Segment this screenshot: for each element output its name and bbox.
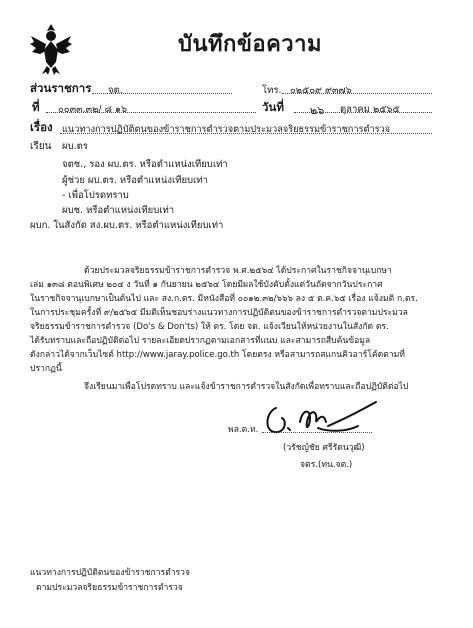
body-line: ปรากฏนี้ <box>30 364 62 374</box>
recipient-item: จตช., รอง ผบ.ตร. หรือตำแหน่งเทียบเท่า <box>62 159 228 170</box>
recipient-item: ผบก. ในสังกัด สง.ผบ.ตร. หรือตำแหน่งเทียบเท่า <box>30 220 224 231</box>
subject-label: เรื่อง <box>30 120 53 134</box>
phone-value: ๐๒๕๐๙ ๙๓๗๖ <box>290 85 352 96</box>
body-line: ในการประชุมครั้งที่ ๙/๒๕๖๕ มีมติเห็นชอบร่างแนวทางการปฏิบัติตนของข้าราชการตำรวจตามประมวล <box>30 308 408 318</box>
body-line: ด้วยประมวลจริยธรรมข้าราชการตำรวจ พ.ศ.๒๕๖๔ ได้ประกาศในราชกิจจานุเบกษา <box>84 266 392 276</box>
signer-rank: พล.ต.ท. <box>228 425 259 435</box>
to-label: เรียน <box>30 141 52 152</box>
recipient-item: ผู้ช่วย ผบ.ตร. หรือตำแหน่งเทียบเท่า <box>62 175 208 186</box>
signer-name: (วรัชญ์ชัย ศรีรัตนวุฒิ) <box>283 443 365 453</box>
date-rest: ตุลาคม ๒๕๖๕ <box>340 104 400 115</box>
body-line: ดังกล่าวได้จากเว็บไซต์ http://www.jaray.police.go.th โดยตรง หรือสามารถสแกนคิวอาร์โค้ดตามที่ <box>30 350 405 360</box>
body-line: ในราชกิจจานุเบกษาเป็นต้นไป และ สง.ก.ตร. มีหนังสือที่ ๐๐๑๒.๓๒/๖๖๖ ลง ๕ ต.ค.๖๕ เรื่อง แจ้งมติ ก.ตร. <box>30 294 418 304</box>
memo-title: บันทึกข้อความ <box>178 32 323 57</box>
footer-line: แนวทางการปฏิบัติตนของข้าราชการตำรวจ <box>30 568 191 578</box>
agency-label: ส่วนราชการ <box>30 81 92 95</box>
signer-position: จตร.(ทน.จต.) <box>300 460 353 470</box>
recipient-item: ผบช. หรือตำแหน่งเทียบเท่า <box>62 205 175 216</box>
footer-line: ตามประมวลจริยธรรมข้าราชการตำรวจ <box>36 583 183 593</box>
body-line: ได้รับทราบและถือปฏิบัติต่อไป รายละเอียดปรากฏตามเอกสารที่แนบ และสามารถสืบค้นข้อมูล <box>30 336 371 346</box>
recipient-item: - เพื่อโปรดทราบ <box>62 190 129 201</box>
date-day: ๒๖ <box>310 104 325 117</box>
closing-line: จึงเรียนมาเพื่อโปรดทราบ และแจ้งข้าราชการตำรวจในสังกัดเพื่อทราบและถือปฏิบัติต่อไป <box>84 382 409 392</box>
ref-value: ๐๐๓๓.๓๒/ ๘ ๑๖ <box>58 104 127 115</box>
date-label: วันที่ <box>262 100 284 114</box>
to-value: ผบ.ตร <box>62 141 88 152</box>
phone-label: โทร. <box>262 85 282 96</box>
agency-value: จต. <box>108 85 123 96</box>
ref-label: ที่ <box>32 100 40 114</box>
body-line: จริยธรรมข้าราชการตำรวจ (Do's & Don'ts) ให้ ตร. โดย จต. แจ้งเวียนให้หน่วยงานในสังกัด ตร. <box>30 322 389 332</box>
body-line: เล่ม ๑๓๘ ตอนพิเศษ ๒๐๔ ง วันที่ ๑ กันยายน ๒๕๖๔ โดยมีผลใช้บังคับตั้งแต่วันถัดจากวันประกาศ <box>30 280 383 290</box>
garuda-emblem-icon <box>28 22 74 76</box>
subject-value: แนวทางการปฏิบัติตนของข้าราชการตำรวจตามประมวลจริยธรรมข้าราชการตำรวจ <box>62 124 391 135</box>
